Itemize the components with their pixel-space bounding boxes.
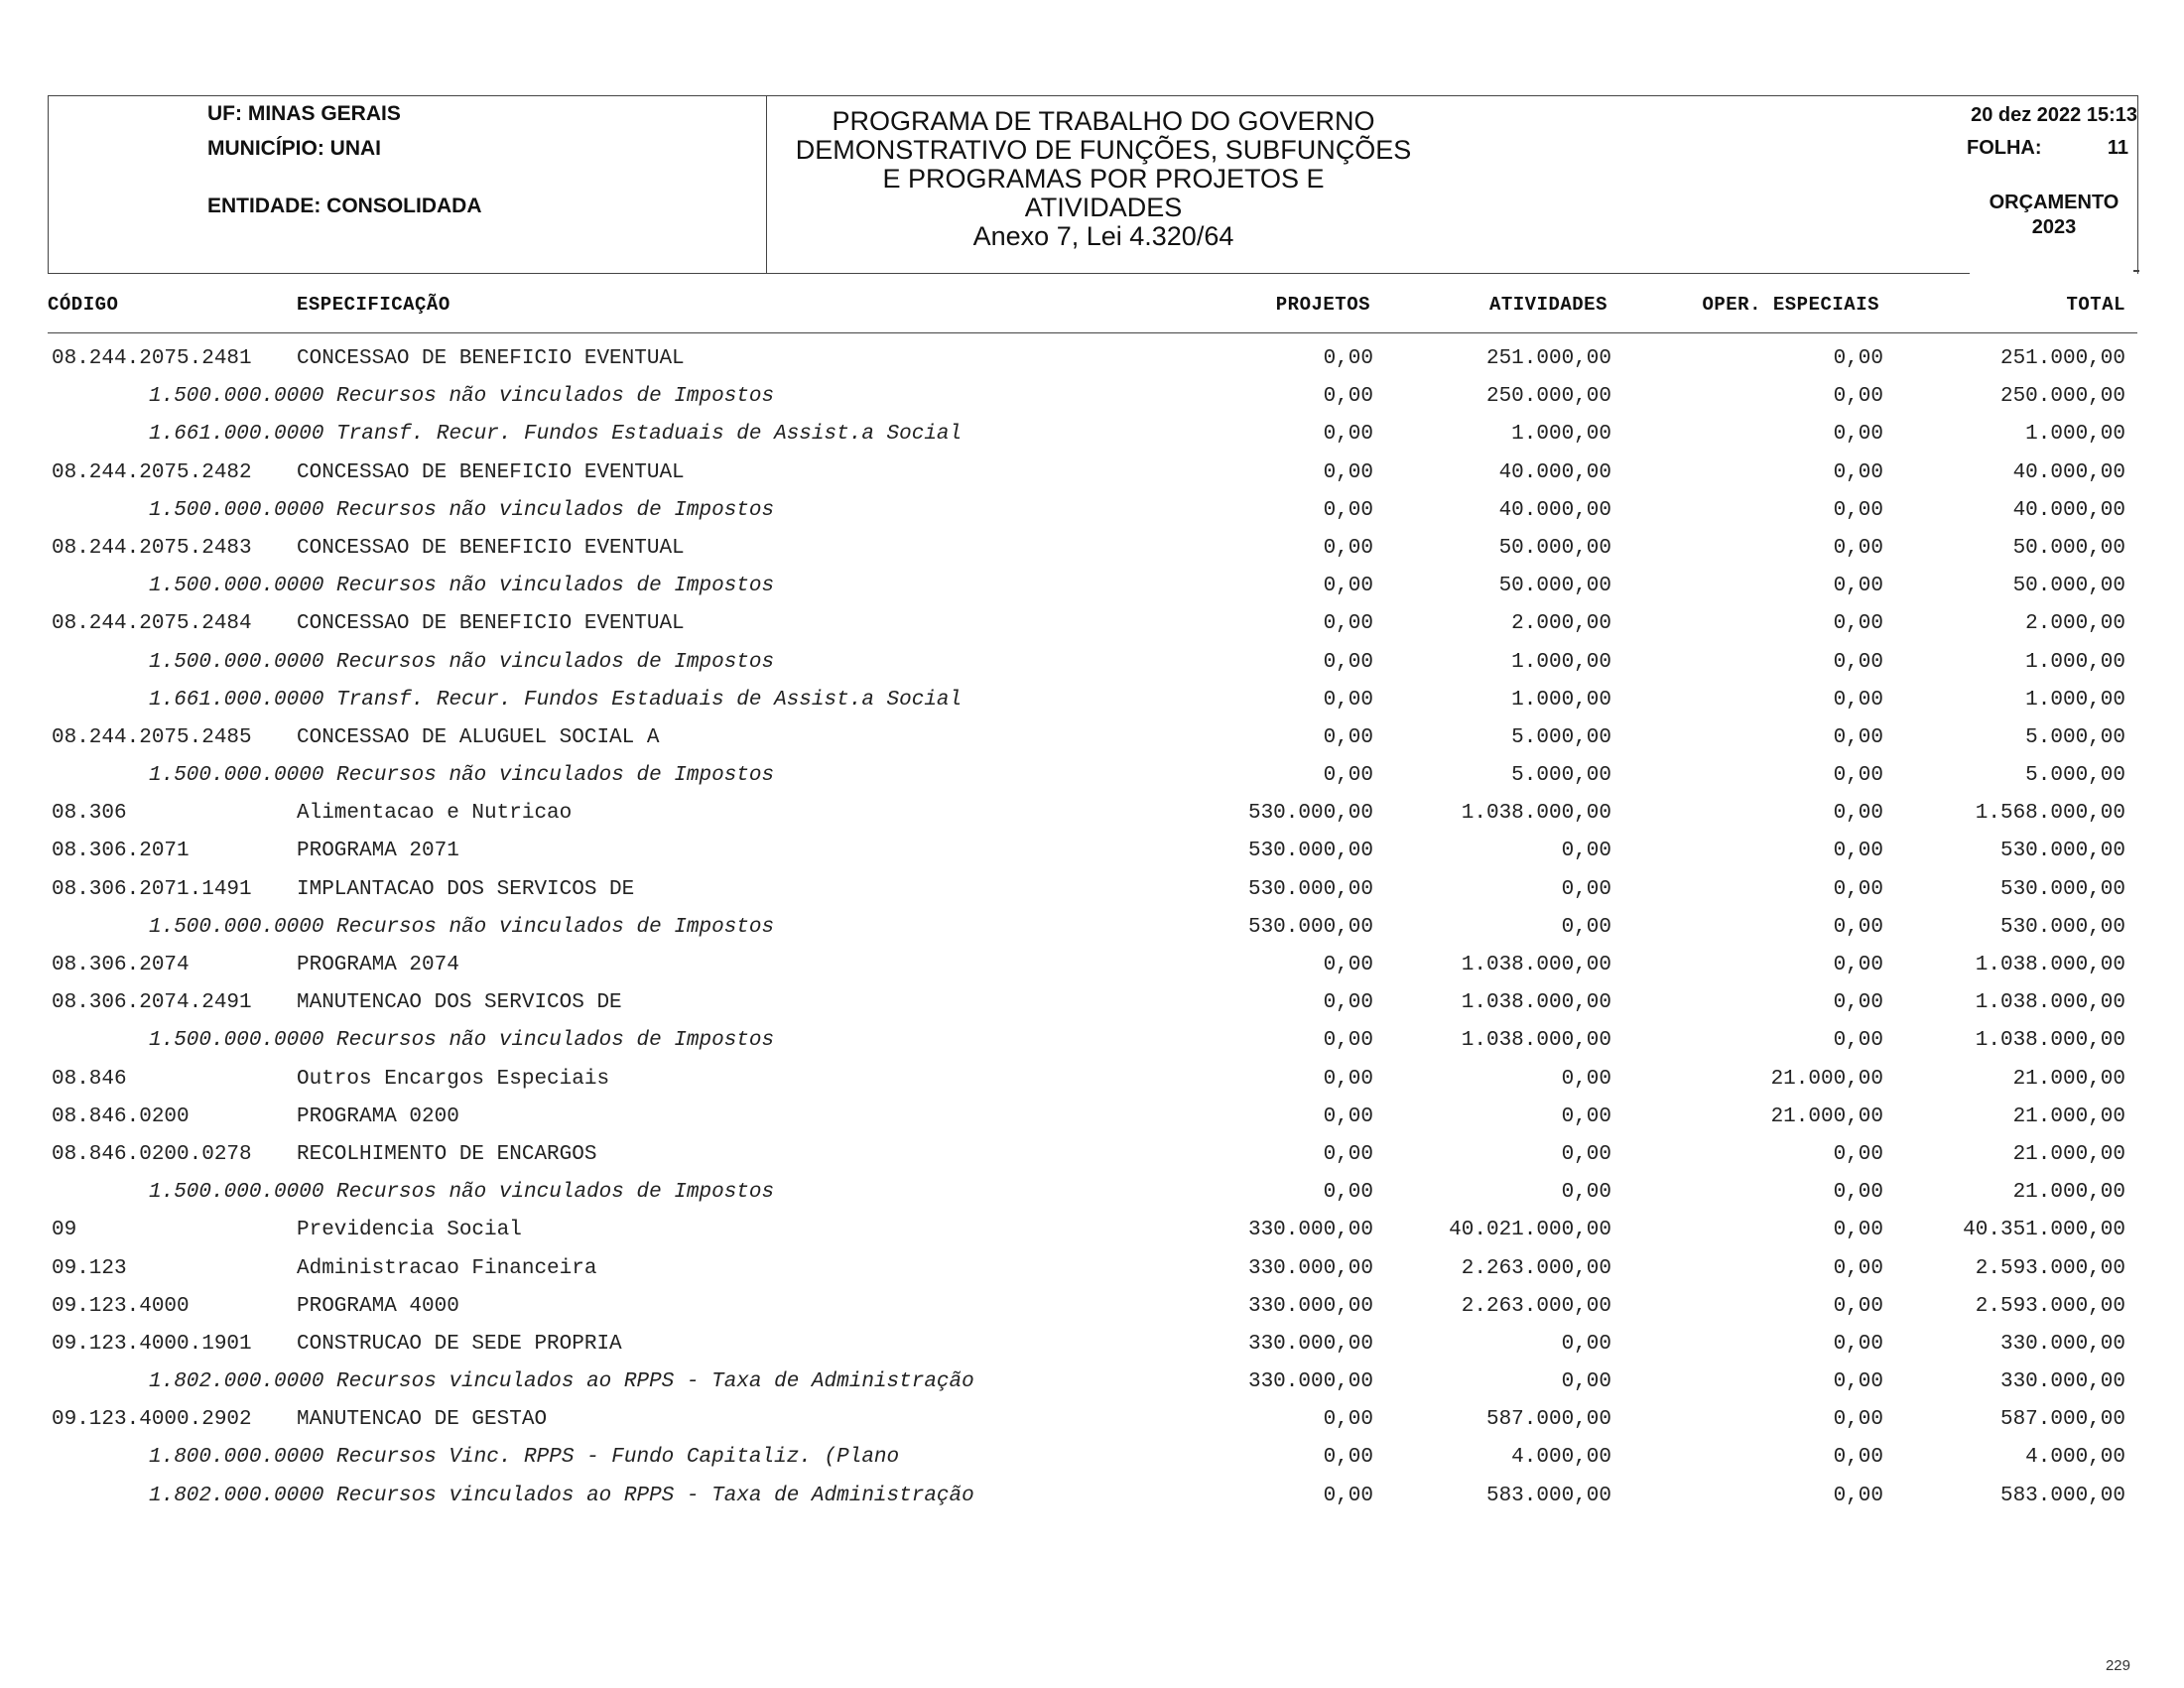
row-projetos: 0,00 <box>1323 612 1373 636</box>
table-row <box>0 719 2184 757</box>
row-oper-especiais: 0,00 <box>1833 1219 1883 1242</box>
row-atividades: 5.000,00 <box>1511 725 1611 749</box>
row-oper-especiais: 0,00 <box>1833 575 1883 598</box>
row-atividades: 40.000,00 <box>1498 498 1611 522</box>
row-oper-especiais: 21.000,00 <box>1770 1104 1883 1128</box>
row-atividades: 251.000,00 <box>1485 347 1611 370</box>
row-projetos: 0,00 <box>1323 575 1373 598</box>
row-atividades: 0,00 <box>1561 1181 1611 1205</box>
row-atividades: 1.038.000,00 <box>1461 991 1611 1015</box>
row-atividades: 250.000,00 <box>1485 385 1611 409</box>
row-projetos: 0,00 <box>1323 460 1373 484</box>
row-total: 40.000,00 <box>2012 460 2125 484</box>
row-atividades: 4.000,00 <box>1511 1446 1611 1470</box>
row-total: 2.000,00 <box>2025 612 2125 636</box>
row-projetos: 0,00 <box>1323 764 1373 788</box>
col-header-codigo: CÓDIGO <box>48 294 119 316</box>
row-total: 21.000,00 <box>2012 1142 2125 1166</box>
row-projetos: 0,00 <box>1323 385 1373 409</box>
row-projetos: 0,00 <box>1323 347 1373 370</box>
row-total: 1.038.000,00 <box>1975 991 2125 1015</box>
header-frame-tick <box>2133 270 2139 272</box>
row-atividades: 583.000,00 <box>1485 1484 1611 1507</box>
fonte-row <box>0 1022 2184 1060</box>
table-row <box>0 454 2184 492</box>
row-code: 09.123.4000.1901 <box>52 1332 252 1356</box>
fonte-row <box>0 378 2184 416</box>
row-projetos: 0,00 <box>1323 1484 1373 1507</box>
row-description: PROGRAMA 4000 <box>297 1294 459 1318</box>
row-description: CONSTRUCAO DE SEDE PROPRIA <box>297 1332 622 1356</box>
row-projetos: 330.000,00 <box>1247 1219 1373 1242</box>
row-code: 08.306.2074.2491 <box>52 991 252 1015</box>
row-projetos: 330.000,00 <box>1247 1332 1373 1356</box>
col-header-projetos: PROJETOS <box>1275 294 1370 316</box>
row-total: 1.038.000,00 <box>1975 1029 2125 1053</box>
fonte-row <box>0 568 2184 605</box>
row-oper-especiais: 21.000,00 <box>1770 1067 1883 1091</box>
row-code: 08.846.0200.0278 <box>52 1142 252 1166</box>
orcamento-block <box>1975 191 2133 240</box>
row-description: PROGRAMA 2074 <box>297 954 459 976</box>
row-atividades: 0,00 <box>1561 877 1611 901</box>
row-oper-especiais: 0,00 <box>1833 840 1883 863</box>
page-number: 229 <box>2105 1657 2130 1674</box>
orcamento-year: 2023 <box>2031 216 2077 238</box>
row-total: 4.000,00 <box>2025 1446 2125 1470</box>
row-total: 250.000,00 <box>1999 385 2125 409</box>
row-oper-especiais: 0,00 <box>1833 536 1883 560</box>
row-projetos: 0,00 <box>1323 1067 1373 1091</box>
row-code: 08.244.2075.2484 <box>52 612 252 636</box>
row-oper-especiais: 0,00 <box>1833 802 1883 826</box>
row-projetos: 530.000,00 <box>1247 840 1373 863</box>
row-oper-especiais: 0,00 <box>1833 877 1883 901</box>
row-projetos: 0,00 <box>1323 1446 1373 1470</box>
row-oper-especiais: 0,00 <box>1833 1256 1883 1280</box>
row-description: Administracao Financeira <box>297 1256 597 1280</box>
fonte-text: 1.500.000.0000 Recursos não vinculados de Impostos <box>149 764 775 788</box>
row-total: 1.568.000,00 <box>1975 802 2125 826</box>
row-atividades: 0,00 <box>1561 1104 1611 1128</box>
fonte-row <box>0 757 2184 795</box>
row-oper-especiais: 0,00 <box>1833 612 1883 636</box>
table-row <box>0 1099 2184 1136</box>
row-projetos: 0,00 <box>1323 1029 1373 1053</box>
column-header-rule <box>48 332 2137 333</box>
fonte-row <box>0 492 2184 530</box>
row-code: 08.244.2075.2483 <box>52 536 252 560</box>
row-atividades: 1.000,00 <box>1511 688 1611 712</box>
table-row <box>0 1061 2184 1099</box>
row-atividades: 0,00 <box>1561 1142 1611 1166</box>
table-row <box>0 833 2184 870</box>
row-description: MANUTENCAO DE GESTAO <box>297 1408 548 1432</box>
row-code: 08.306.2071.1491 <box>52 877 252 901</box>
row-description: CONCESSAO DE ALUGUEL SOCIAL A <box>297 725 660 749</box>
row-total: 1.038.000,00 <box>1975 954 2125 976</box>
row-description: Previdencia Social <box>297 1219 522 1242</box>
title-line: PROGRAMA DE TRABALHO DO GOVERNO <box>832 106 1375 136</box>
table-row <box>0 1401 2184 1439</box>
table-row <box>0 605 2184 643</box>
col-header-especificacao: ESPECIFICAÇÃO <box>297 294 450 316</box>
row-atividades: 1.038.000,00 <box>1461 954 1611 976</box>
row-atividades: 0,00 <box>1561 1332 1611 1356</box>
row-total: 330.000,00 <box>1999 1332 2125 1356</box>
fonte-text: 1.500.000.0000 Recursos não vinculados de Impostos <box>149 498 775 522</box>
row-total: 530.000,00 <box>1999 915 2125 939</box>
row-projetos: 0,00 <box>1323 725 1373 749</box>
row-atividades: 40.000,00 <box>1498 460 1611 484</box>
row-description: PROGRAMA 2071 <box>297 840 459 863</box>
row-code: 08.244.2075.2485 <box>52 725 252 749</box>
row-code: 09.123 <box>52 1256 127 1280</box>
row-total: 330.000,00 <box>1999 1370 2125 1394</box>
row-total: 2.593.000,00 <box>1975 1294 2125 1318</box>
row-atividades: 1.038.000,00 <box>1461 1029 1611 1053</box>
fonte-row <box>0 1363 2184 1401</box>
title-line: Anexo 7, Lei 4.320/64 <box>972 221 1234 251</box>
row-atividades: 0,00 <box>1561 840 1611 863</box>
row-atividades: 2.263.000,00 <box>1461 1294 1611 1318</box>
row-projetos: 330.000,00 <box>1247 1294 1373 1318</box>
row-projetos: 330.000,00 <box>1247 1370 1373 1394</box>
fonte-text: 1.802.000.0000 Recursos vinculados ao RPPS - Taxa de Administração <box>149 1370 974 1394</box>
row-code: 08.306.2074 <box>52 954 190 976</box>
fonte-text: 1.661.000.0000 Transf. Recur. Fundos Estaduais de Assist.a Social <box>149 688 963 712</box>
row-oper-especiais: 0,00 <box>1833 991 1883 1015</box>
row-total: 587.000,00 <box>1999 1408 2125 1432</box>
row-projetos: 0,00 <box>1323 536 1373 560</box>
fonte-text: 1.802.000.0000 Recursos vinculados ao RPPS - Taxa de Administração <box>149 1484 974 1507</box>
table-row <box>0 530 2184 568</box>
row-projetos: 0,00 <box>1323 991 1373 1015</box>
row-atividades: 0,00 <box>1561 1067 1611 1091</box>
row-oper-especiais: 0,00 <box>1833 688 1883 712</box>
title-line: DEMONSTRATIVO DE FUNÇÕES, SUBFUNÇÕES <box>795 135 1412 165</box>
row-atividades: 50.000,00 <box>1498 575 1611 598</box>
fonte-text: 1.800.000.0000 Recursos Vinc. RPPS - Fundo Capitaliz. (Plano <box>149 1446 900 1470</box>
row-description: PROGRAMA 0200 <box>297 1104 459 1128</box>
orcamento-label: ORÇAMENTO <box>1989 192 2120 213</box>
row-total: 21.000,00 <box>2012 1181 2125 1205</box>
row-code: 08.306 <box>52 802 127 826</box>
row-projetos: 0,00 <box>1323 688 1373 712</box>
col-header-total: TOTAL <box>2066 294 2125 316</box>
uf-label: UF: MINAS GERAIS <box>207 102 401 125</box>
fonte-row <box>0 1174 2184 1212</box>
row-total: 40.000,00 <box>2012 498 2125 522</box>
row-total: 583.000,00 <box>1999 1484 2125 1507</box>
row-atividades: 2.263.000,00 <box>1461 1256 1611 1280</box>
row-atividades: 40.021.000,00 <box>1449 1219 1611 1242</box>
row-description: MANUTENCAO DOS SERVICOS DE <box>297 991 622 1015</box>
row-total: 530.000,00 <box>1999 877 2125 901</box>
title-line: E PROGRAMAS POR PROJETOS E <box>882 164 1325 194</box>
fonte-text: 1.500.000.0000 Recursos não vinculados de Impostos <box>149 915 775 939</box>
row-oper-especiais: 0,00 <box>1833 460 1883 484</box>
row-total: 50.000,00 <box>2012 536 2125 560</box>
row-atividades: 0,00 <box>1561 915 1611 939</box>
row-code: 09.123.4000 <box>52 1294 190 1318</box>
row-projetos: 0,00 <box>1323 1408 1373 1432</box>
row-oper-especiais: 0,00 <box>1833 1142 1883 1166</box>
col-header-atividades: ATIVIDADES <box>1488 294 1607 316</box>
row-projetos: 0,00 <box>1323 650 1373 674</box>
row-total: 1.000,00 <box>2025 650 2125 674</box>
fonte-text: 1.500.000.0000 Recursos não vinculados de Impostos <box>149 575 775 598</box>
row-oper-especiais: 0,00 <box>1833 725 1883 749</box>
fonte-row <box>0 1478 2184 1515</box>
fonte-text: 1.500.000.0000 Recursos não vinculados de Impostos <box>149 1029 775 1053</box>
row-projetos: 0,00 <box>1323 498 1373 522</box>
row-code: 08.306.2071 <box>52 840 190 863</box>
row-projetos: 0,00 <box>1323 1104 1373 1128</box>
row-projetos: 0,00 <box>1323 1181 1373 1205</box>
row-total: 1.000,00 <box>2025 423 2125 447</box>
row-total: 251.000,00 <box>1999 347 2125 370</box>
row-total: 50.000,00 <box>2012 575 2125 598</box>
row-description: CONCESSAO DE BENEFICIO EVENTUAL <box>297 612 685 636</box>
row-oper-especiais: 0,00 <box>1833 1181 1883 1205</box>
row-oper-especiais: 0,00 <box>1833 1029 1883 1053</box>
row-total: 40.351.000,00 <box>1963 1219 2125 1242</box>
row-oper-especiais: 0,00 <box>1833 423 1883 447</box>
row-oper-especiais: 0,00 <box>1833 650 1883 674</box>
row-projetos: 0,00 <box>1323 423 1373 447</box>
folha-label: FOLHA: <box>1967 137 2042 159</box>
row-projetos: 530.000,00 <box>1247 915 1373 939</box>
row-atividades: 5.000,00 <box>1511 764 1611 788</box>
row-oper-especiais: 0,00 <box>1833 1408 1883 1432</box>
report-title <box>766 107 1441 251</box>
row-total: 5.000,00 <box>2025 764 2125 788</box>
fonte-row <box>0 416 2184 454</box>
table-row <box>0 947 2184 984</box>
row-description: Alimentacao e Nutricao <box>297 802 573 826</box>
title-line: ATIVIDADES <box>1024 193 1183 222</box>
header-right-border <box>2137 95 2138 274</box>
row-description: CONCESSAO DE BENEFICIO EVENTUAL <box>297 460 685 484</box>
fonte-row <box>0 644 2184 682</box>
table-row <box>0 1288 2184 1326</box>
row-projetos: 530.000,00 <box>1247 877 1373 901</box>
row-oper-especiais: 0,00 <box>1833 385 1883 409</box>
table-row <box>0 795 2184 833</box>
row-description: RECOLHIMENTO DE ENCARGOS <box>297 1142 597 1166</box>
row-oper-especiais: 0,00 <box>1833 954 1883 976</box>
report-datetime: 20 dez 2022 15:13 <box>1971 104 2137 126</box>
table-row <box>0 1136 2184 1174</box>
row-atividades: 1.038.000,00 <box>1461 802 1611 826</box>
row-atividades: 1.000,00 <box>1511 423 1611 447</box>
row-atividades: 1.000,00 <box>1511 650 1611 674</box>
row-oper-especiais: 0,00 <box>1833 1484 1883 1507</box>
row-atividades: 2.000,00 <box>1511 612 1611 636</box>
row-atividades: 0,00 <box>1561 1370 1611 1394</box>
row-projetos: 0,00 <box>1323 1142 1373 1166</box>
folha-value: 11 <box>2107 137 2128 159</box>
row-oper-especiais: 0,00 <box>1833 1332 1883 1356</box>
row-code: 09.123.4000.2902 <box>52 1408 252 1432</box>
table-row <box>0 984 2184 1022</box>
fonte-row <box>0 1439 2184 1477</box>
row-projetos: 0,00 <box>1323 954 1373 976</box>
row-projetos: 530.000,00 <box>1247 802 1373 826</box>
fonte-row <box>0 682 2184 719</box>
row-code: 09 <box>52 1219 77 1242</box>
row-code: 08.244.2075.2482 <box>52 460 252 484</box>
row-oper-especiais: 0,00 <box>1833 915 1883 939</box>
row-description: Outros Encargos Especiais <box>297 1067 610 1091</box>
table-row <box>0 340 2184 378</box>
table-row <box>0 871 2184 909</box>
row-oper-especiais: 0,00 <box>1833 1446 1883 1470</box>
col-header-oper-especiais: OPER. ESPECIAIS <box>1702 294 1879 316</box>
row-total: 2.593.000,00 <box>1975 1256 2125 1280</box>
row-oper-especiais: 0,00 <box>1833 347 1883 370</box>
row-atividades: 50.000,00 <box>1498 536 1611 560</box>
row-code: 08.244.2075.2481 <box>52 347 252 370</box>
row-oper-especiais: 0,00 <box>1833 1370 1883 1394</box>
row-atividades: 587.000,00 <box>1485 1408 1611 1432</box>
row-oper-especiais: 0,00 <box>1833 764 1883 788</box>
row-code: 08.846 <box>52 1067 127 1091</box>
row-description: CONCESSAO DE BENEFICIO EVENTUAL <box>297 347 685 370</box>
row-total: 21.000,00 <box>2012 1104 2125 1128</box>
table-row <box>0 1326 2184 1363</box>
table-row <box>0 1212 2184 1249</box>
fonte-row <box>0 909 2184 947</box>
row-projetos: 330.000,00 <box>1247 1256 1373 1280</box>
fonte-text: 1.500.000.0000 Recursos não vinculados de Impostos <box>149 1181 775 1205</box>
table-row <box>0 1250 2184 1288</box>
municipio-label: MUNICÍPIO: UNAI <box>207 137 381 160</box>
row-code: 08.846.0200 <box>52 1104 190 1128</box>
row-total: 530.000,00 <box>1999 840 2125 863</box>
row-description: CONCESSAO DE BENEFICIO EVENTUAL <box>297 536 685 560</box>
row-total: 5.000,00 <box>2025 725 2125 749</box>
fonte-text: 1.661.000.0000 Transf. Recur. Fundos Estaduais de Assist.a Social <box>149 423 963 447</box>
row-total: 1.000,00 <box>2025 688 2125 712</box>
row-total: 21.000,00 <box>2012 1067 2125 1091</box>
row-oper-especiais: 0,00 <box>1833 1294 1883 1318</box>
row-oper-especiais: 0,00 <box>1833 498 1883 522</box>
budget-table <box>0 340 2184 1515</box>
fonte-text: 1.500.000.0000 Recursos não vinculados de Impostos <box>149 650 775 674</box>
row-description: IMPLANTACAO DOS SERVICOS DE <box>297 877 635 901</box>
fonte-text: 1.500.000.0000 Recursos não vinculados de Impostos <box>149 385 775 409</box>
entidade-label: ENTIDADE: CONSOLIDADA <box>207 195 482 217</box>
header-frame-gap <box>1970 266 2137 278</box>
